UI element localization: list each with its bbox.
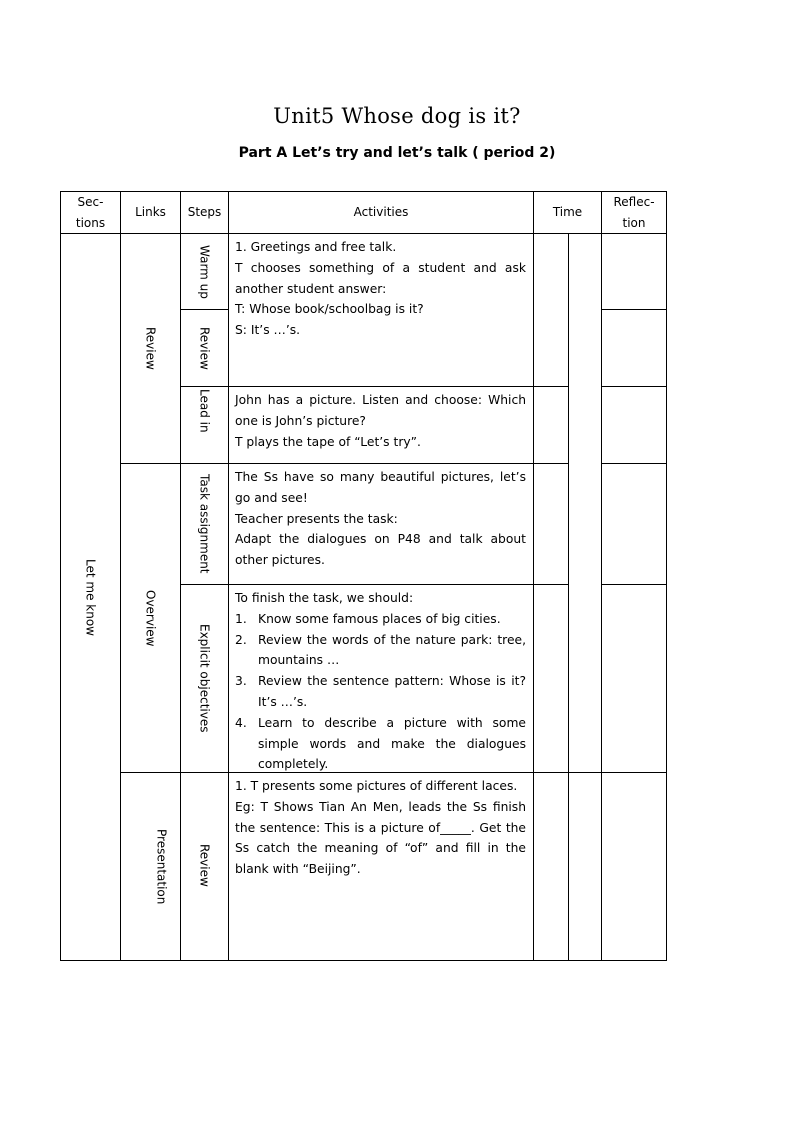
link-presentation [120, 772, 181, 961]
reflection-cell [601, 309, 667, 387]
step-review [180, 309, 229, 387]
section-label: Let me know [83, 558, 98, 636]
time-total-cell [568, 772, 602, 961]
activity-presentation [228, 772, 534, 961]
time-cell [533, 772, 569, 961]
activity-task-assignment [228, 463, 534, 585]
time-total-cell [568, 233, 602, 773]
activity-line: 1. Greetings and free talk. [235, 240, 397, 254]
step-review-2-label: Review [197, 844, 212, 887]
step-task-assignment-label: Task assignment [197, 474, 212, 574]
header-reflection: Reflec- tion [601, 191, 667, 234]
document-title: Unit5 Whose dog is it? [273, 104, 521, 128]
reflection-cell [601, 584, 667, 773]
time-cell [533, 584, 569, 773]
step-explicit-objectives-label: Explicit objectives [197, 624, 212, 733]
link-presentation-label: Presentation [154, 828, 169, 905]
step-task-assignment [180, 463, 229, 585]
activity-line: 1. T presents some pictures of different laces. [235, 779, 518, 793]
activity-line: T: Whose book/schoolbag is it? [235, 302, 424, 317]
objectives-intro: To finish the task, we should: [235, 591, 414, 605]
activity-warmup-review [228, 233, 534, 387]
step-warm-up [180, 233, 229, 310]
link-overview [120, 463, 181, 773]
header-links: Links [120, 191, 181, 234]
activity-line: Eg: T Shows Tian An Men, leads the Ss finish the sentence: This is a picture of_____. Get the Ss catch the meaning of “of” and fill in the blank with “Beijing”. [235, 799, 526, 877]
header-steps: Steps [180, 191, 229, 234]
step-explicit-objectives [180, 584, 229, 773]
activity-line: The Ss have so many beautiful pictures, let’s go and see! [235, 470, 526, 505]
reflection-cell [601, 386, 667, 464]
link-review-label: Review [143, 327, 158, 370]
reflection-cell [601, 463, 667, 585]
time-cell [533, 233, 569, 387]
activity-objectives [228, 584, 534, 773]
reflection-cell [601, 233, 667, 310]
step-review-2 [180, 772, 229, 961]
objectives-list [235, 609, 526, 775]
objective-item: 4. Learn to describe a picture with some simple words and make the dialogues completely. [235, 715, 526, 772]
time-cell [533, 386, 569, 464]
activity-line: S: It’s …’s. [235, 323, 301, 338]
activity-line: Teacher presents the task: [235, 511, 398, 526]
step-warm-up-label: Warm up [197, 244, 212, 299]
activity-line: T plays the tape of “Let’s try”. [235, 434, 421, 449]
time-cell [533, 463, 569, 585]
reflection-cell [601, 772, 667, 961]
step-lead-in [180, 386, 229, 464]
link-review [120, 233, 181, 464]
objective-item: 3. Review the sentence pattern: Whose is it? It’s …’s. [235, 674, 526, 709]
document-subtitle: Part A Let’s try and let’s talk ( period 2) [238, 145, 556, 161]
activity-line: T chooses something of a student and ask another student answer: [235, 260, 526, 296]
activity-lead-in [228, 386, 534, 464]
activity-line: Adapt the dialogues on P48 and talk about other pictures. [235, 532, 526, 568]
objective-item: 1. Know some famous places of big cities. [235, 611, 501, 626]
header-time: Time [533, 191, 602, 234]
step-lead-in-label: Lead in [197, 389, 212, 433]
section-let-me-know [60, 233, 121, 961]
link-overview-label: Overview [143, 589, 158, 647]
step-review-label: Review [197, 326, 212, 370]
objective-item: 2. Review the words of the nature park: tree, mountains … [235, 632, 526, 668]
header-activities: Activities [228, 191, 534, 234]
header-sections: Sec- tions [60, 191, 121, 234]
activity-line: John has a picture. Listen and choose: Which one is John’s picture? [235, 393, 526, 428]
